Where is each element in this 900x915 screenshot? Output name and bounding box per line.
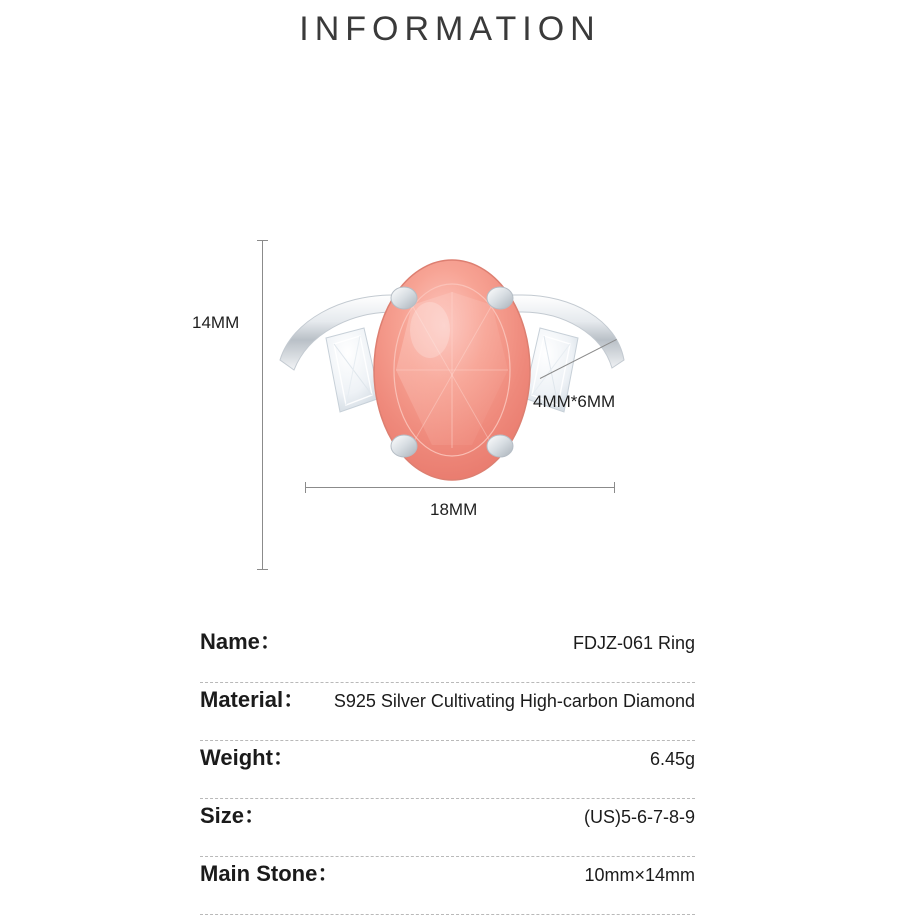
width-measure-line <box>305 487 615 488</box>
left-side-stone <box>326 328 380 412</box>
spec-key-material: Material： <box>200 687 306 712</box>
spec-value-material: S925 Silver Cultivating High-carbon Diamond <box>333 691 695 711</box>
table-row <box>200 625 695 683</box>
table-row <box>200 683 695 741</box>
spec-value-main-stone: 10mm×14mm <box>584 865 695 885</box>
measure-label-height: 14MM <box>192 313 240 332</box>
spec-table <box>200 625 695 915</box>
spec-key-name: Name： <box>200 629 282 654</box>
product-image-area <box>0 140 900 580</box>
page-title: INFORMATION <box>299 10 601 48</box>
spec-key-main-stone: Main Stone： <box>200 861 340 886</box>
spec-key-weight: Weight： <box>200 745 295 770</box>
table-row <box>200 857 695 915</box>
measure-label-side-stone: 4MM*6MM <box>533 392 616 411</box>
table-row <box>200 741 695 799</box>
spec-value-weight: 6.45g <box>649 749 695 769</box>
spec-value-name: FDJZ-061 Ring <box>572 633 695 653</box>
spec-key-size: Size： <box>200 803 267 828</box>
table-row <box>200 799 695 857</box>
spec-value-size: (US)5-6-7-8-9 <box>583 807 695 827</box>
height-measure-line <box>262 240 263 570</box>
measure-label-width: 18MM <box>430 500 478 519</box>
